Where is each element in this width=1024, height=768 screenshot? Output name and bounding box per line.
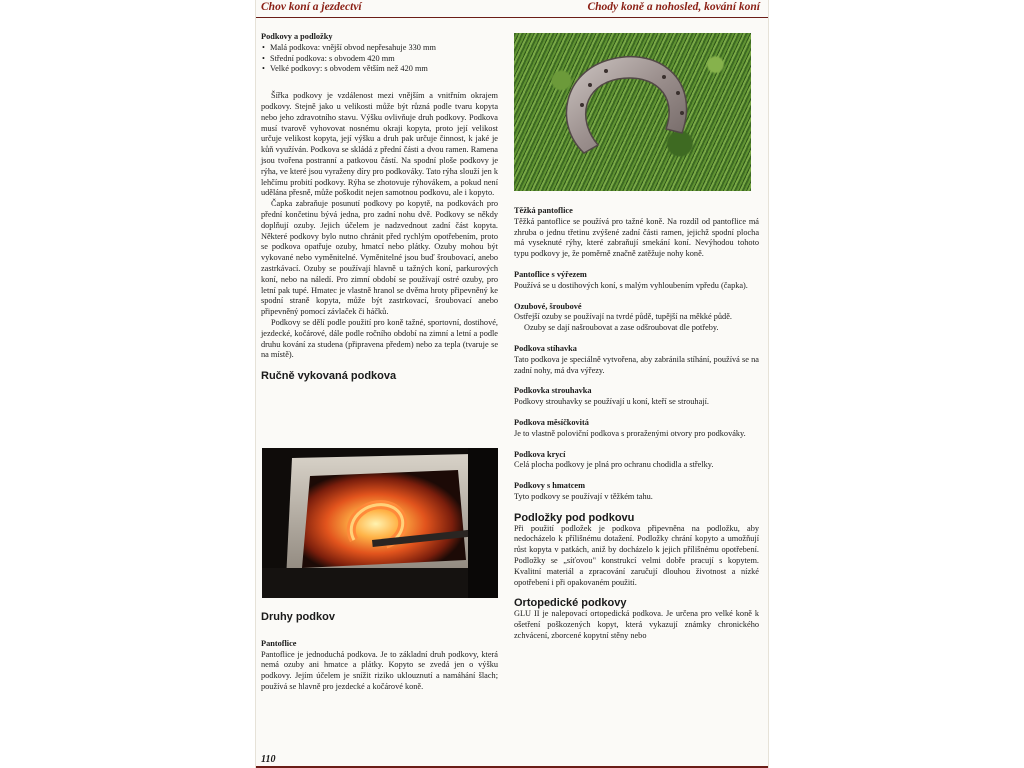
paragraph: Ozuby se dají našroubovat a zase odšroubovat dle potřeby. bbox=[524, 323, 719, 333]
right-column bbox=[514, 206, 759, 642]
section-heading: Podložky pod podkovu bbox=[514, 511, 635, 524]
section-heading: Ručně vykovaná podkova bbox=[261, 370, 397, 383]
paragraph: Ostřejší ozuby se používají na tvrdé půdě, tupější na měkké půdě. bbox=[514, 312, 732, 322]
paragraph: Podkovy strouhavky se používají u koní, kteří se strouhají. bbox=[514, 397, 709, 407]
left-column bbox=[261, 32, 498, 382]
list-item: • Malá podkova: vnější obvod nepřesahuje 330 mm bbox=[261, 43, 498, 54]
pads-list bbox=[261, 43, 498, 75]
paragraph: Šířka podkovy je vzdálenost mezi vnějším a vnitřním okrajem podkovy. Stejně jako u velikosti může být různá podle tvaru kopyta nebo jeho zdravotního stavu. Výšku ovlivňuje druh podkovy. Podkova musí tvarově vyhovovat nosnému okraji kopyta, proto její velikost určuje velikost kopyta, její výšku a druh pak určuje činnost, k jaké je kůň využíván. Podkova se skládá z přední části a dvou ramen. Ramena jsou tvořena postranní a patkovou částí. Na spodní ploše podkovy je rýha, ve které jsou vyraženy díry pro podkováky. Tato rýha slouží jen k lehčímu probití podkovy. Rýha se zhotovuje rýhovákem, a pokud není udělána přesně, může poškodit nejen samotnou podkovu, ale i kopyto. bbox=[261, 91, 498, 198]
section-heading: Druhy podkov bbox=[261, 611, 335, 623]
paragraph: Čapka zabraňuje posunutí podkovy po kopytě, na podkovách pro přední končetinu bývá jedna, pro zadní nohu dvě. Podkovy se někdy doplňují ozuby. Jejich účelem je nadzvednout zadní část kopyta. Některé podkovy bylo nutno chránit před rychlým opotřebením, proto se podkova opatřuje ozuby, hmatcí nebo plátky. Ozuby mohou být vykované nebo vyměnitelné. Vyměnitelné jsou buď šroubovací, anebo zastrkávací. Ozuby se používají hlavně u tažných koní, parkurových koní, nebo na náledí. Pro zimní období se používají ostré ozuby, pro letní pak tupé. Hmatec je vlastně hranol se dvěma hroty připevněný ke spodní straně kopyta, může být zastrkovací, šroubovací anebo připevněný pomocí závlaček či háčků. bbox=[261, 199, 498, 317]
horseshoe-illustration bbox=[514, 33, 751, 191]
paragraph: Při použití podložek je podkova připevněna na podložku, aby nedocházelo k přílišnému dotažení. Podložky chrání kopyto a umožňují růst kopyta v patkách, aniž by docházelo k jejich přílišnému opotřebení. Podložky se „síťovou" konstrukcí velmi dobře pracují s kopytem. Kvalitní materiál a zpracování zaručují dlouhou životnost a nízké opotřebení i při opakovaném použití. bbox=[514, 523, 759, 587]
forge-photo bbox=[262, 448, 498, 598]
pads-title: Podkovy a podložky bbox=[261, 32, 333, 41]
list-item: • Střední podkova: s obvodem 420 mm bbox=[261, 54, 498, 65]
header-right: Chody koně a nohosled, kování koní bbox=[587, 1, 760, 13]
horseshoe-photo bbox=[514, 33, 751, 191]
subheading: Pantoflice bbox=[261, 638, 297, 648]
left-column-lower bbox=[261, 612, 498, 693]
paragraph: Používá se u dostihových koní, s malým vyhloubením vpředu (čapka). bbox=[514, 280, 748, 290]
paragraph: GLU II je nalepovací ortopedická podkova. Je určena pro velké koně k ošetření poškozených kopyt, která vykazují známky chronického zchvácení, zborcené kopytní stěny nebo bbox=[514, 609, 759, 640]
paragraph: Tato podkova je speciálně vytvořena, aby zabránila stíhání, používá se na zadní nohy, má dva výřezy. bbox=[514, 354, 759, 375]
paragraph: Pantoflice je jednoduchá podkova. Je to základní druh podkovy, která nemá ozuby ani hmatce a plátky. Kopyto se zvedá jen o výšku podkovy. Jejím účelem je snížit riziko uklouznutí a namáhání šlach; používá se hlavně pro jezdecké a kočárové koně. bbox=[261, 649, 498, 691]
subheading: Pantoflice s výřezem bbox=[514, 269, 587, 279]
subheading: Podkova stíhavka bbox=[514, 343, 577, 353]
forge-illustration bbox=[262, 448, 498, 598]
paragraph: Tyto podkovy se používají v těžkém tahu. bbox=[514, 491, 653, 501]
page-number: 110 bbox=[261, 754, 276, 765]
paragraph: Podkovy se dělí podle použití pro koně tažné, sportovní, dostihové, jezdecké, kočárové, dále podle ročního období na zimní a letní a podle druhu kování za studena (připravena předem) nebo za tepla (tvaruje se na místě). bbox=[261, 317, 498, 360]
subheading: Ozubové, šroubové bbox=[514, 301, 582, 311]
section-heading: Ortopedické podkovy bbox=[514, 597, 627, 610]
running-head bbox=[256, 0, 768, 18]
paragraph: Těžká pantoflice se používá pro tažné koně. Na rozdíl od pantoflice má zhruba o jednu třetinu zvýšené zadní části ramen, jejichž spodní plocha má vyseknuté rýhy, které zabraňují smekání koní. Nevýhodou tohoto typu podkovy je, že poměrně značně zatěžuje nohy koně. bbox=[514, 216, 759, 259]
paragraph: Je to vlastně poloviční podkova s proraženými otvory pro podkováky. bbox=[514, 428, 746, 438]
list-item: • Velké podkovy: s obvodem větším než 420 mm bbox=[261, 64, 498, 75]
subheading: Podkova krycí bbox=[514, 449, 566, 459]
subheading: Podkovka strouhavka bbox=[514, 386, 592, 396]
subheading: Těžká pantoflice bbox=[514, 206, 573, 215]
header-left: Chov koní a jezdectví bbox=[261, 1, 362, 13]
subheading: Podkovy s hmatcem bbox=[514, 481, 585, 491]
paragraph: Celá plocha podkovy je plná pro ochranu chodidla a střelky. bbox=[514, 460, 714, 470]
book-page bbox=[256, 0, 768, 768]
bottom-rule bbox=[256, 766, 768, 768]
subheading: Podkova měsíčkovitá bbox=[514, 417, 589, 427]
